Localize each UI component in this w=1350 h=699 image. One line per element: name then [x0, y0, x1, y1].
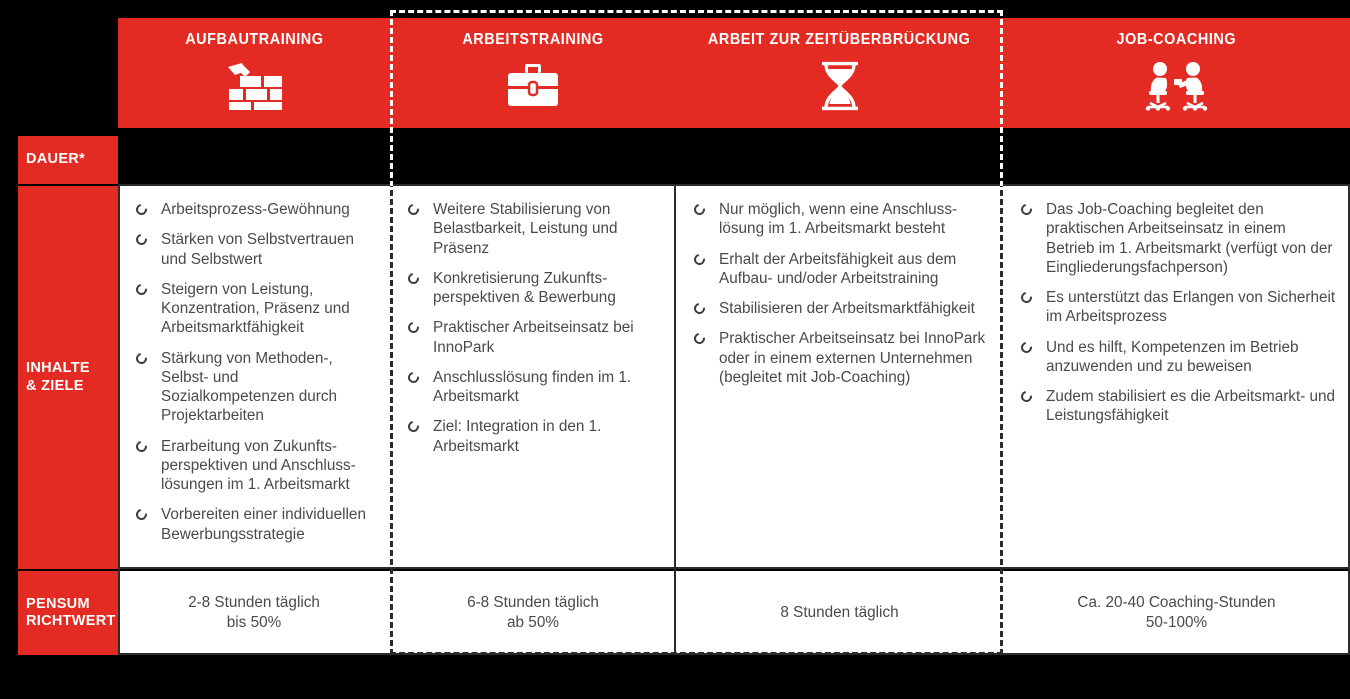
bullet-text: Und es hilft, Kompetenzen im Betrieb anzuwenden und zu beweisen: [1046, 338, 1299, 375]
bullet-item: [688, 299, 989, 318]
row-label-text: INHALTE & ZIELE: [26, 360, 90, 394]
dauer-cell-zeitueberbrueckung: [676, 136, 1003, 184]
bullet-text: Stärken von Selbstvertrauen und Selbstwert: [161, 231, 355, 268]
divider-col2-col3: [674, 186, 676, 655]
bullet-text: Stabilisieren der Arbeitsmarktfähigkeit: [719, 300, 975, 318]
dauer-cell-job-coaching: [1003, 136, 1350, 184]
bullet-list: [118, 186, 390, 554]
circle-bullet-icon: [1019, 339, 1034, 354]
pensum-cell-aufbautraining: [118, 571, 390, 655]
bullet-list: [1003, 186, 1350, 436]
bullet-item: [402, 269, 662, 308]
circle-bullet-icon: [134, 507, 149, 522]
bullet-item: [130, 505, 376, 544]
row-label-pensum-richtwert: [18, 571, 118, 655]
column-header-zeitueberbrueckung[interactable]: [676, 18, 1003, 128]
circle-bullet-icon: [406, 271, 421, 286]
divider-inhalte-pensum: [118, 567, 1350, 569]
bullet-item: [688, 200, 989, 239]
bullet-text: Steigern von Leistung, Konzentration, Präsenz und Arbeitsmarktfähigkeit: [161, 280, 350, 337]
circle-bullet-icon: [134, 438, 149, 453]
bullet-list: [676, 186, 1003, 397]
bullet-text: Erhalt der Arbeitsfähigkeit aus dem Aufbau- und/oder Arbeitstraining: [719, 250, 957, 287]
pensum-cell-job-coaching: [1003, 571, 1350, 655]
circle-bullet-icon: [692, 301, 707, 316]
bullet-item: [130, 349, 376, 426]
circle-bullet-icon: [692, 251, 707, 266]
pensum-value: 6-8 Stunden täglich ab 50%: [467, 593, 599, 631]
bullet-text: Nur möglich, wenn eine Anschlusslösung im 1. Arbeitsmarkt besteht: [719, 201, 958, 238]
pensum-cell-arbeitstraining: [390, 571, 676, 655]
circle-bullet-icon: [406, 320, 421, 335]
pensum-value: 8 Stunden täglich: [780, 603, 899, 621]
circle-bullet-icon: [1019, 202, 1034, 217]
bullet-item: [402, 417, 662, 456]
inhalte-cell-arbeitstraining: [390, 186, 676, 569]
column-title: AUFBAUTRAINING: [184, 31, 324, 48]
circle-bullet-icon: [406, 370, 421, 385]
circle-bullet-icon: [134, 282, 149, 297]
inhalte-cell-job-coaching: [1003, 186, 1350, 569]
circle-bullet-icon: [1019, 290, 1034, 305]
row-label-inhalte-ziele: [18, 186, 118, 569]
row-label-dauer: [18, 136, 118, 184]
two-people-coaching-icon: [1140, 62, 1214, 110]
briefcase-icon: [507, 62, 559, 110]
circle-bullet-icon: [134, 232, 149, 247]
divider-bottom-edge: [118, 653, 1350, 655]
column-header-arbeitstraining[interactable]: [390, 18, 676, 128]
bullet-text: Vorbereiten einer individuellen Bewerbungsstrategie: [161, 506, 366, 543]
circle-bullet-icon: [692, 331, 707, 346]
bullet-text: Anschlusslösung finden im 1. Arbeitsmarkt: [433, 368, 632, 406]
bullet-text: Praktischer Arbeitseinsatz bei InnoPark oder in einem externen Unternehmen (begleitet mit Job-Coaching): [719, 330, 986, 386]
bullet-text: Das Job-Coaching begleitet den praktischen Arbeitseinsatz in einem Betrieb im 1. Arbeitsmarkt (verfügt von der Eingliederungsfachperson): [1046, 201, 1333, 276]
row-label-text: DAUER*: [26, 151, 85, 168]
circle-bullet-icon: [406, 419, 421, 434]
circle-bullet-icon: [1019, 389, 1034, 404]
bullet-text: Es unterstützt das Erlangen von Sicherheit im Arbeitsprozess: [1046, 289, 1336, 326]
bullet-text: Konkretisierung Zukunftsperspektiven & Bewerbung: [433, 269, 616, 307]
circle-bullet-icon: [134, 202, 149, 217]
bullet-item: [688, 329, 989, 387]
bullet-item: [130, 437, 376, 495]
bullet-text: Zudem stabilisiert es die Arbeitsmarkt- und Leistungsfähigkeit: [1046, 388, 1336, 425]
divider-top-of-body: [118, 184, 1350, 186]
bullet-list: [390, 186, 676, 466]
hourglass-icon: [816, 62, 864, 110]
column-header-aufbautraining[interactable]: [118, 18, 390, 128]
bullet-text: Arbeitsprozess-Gewöhnung: [161, 201, 350, 218]
pensum-value: Ca. 20-40 Coaching-Stunden 50-100%: [1077, 593, 1276, 631]
bullet-item: [1015, 288, 1336, 327]
inhalte-cell-zeitueberbrueckung: [676, 186, 1003, 569]
circle-bullet-icon: [406, 202, 421, 217]
circle-bullet-icon: [134, 350, 149, 365]
column-title: JOB-COACHING: [1116, 31, 1237, 48]
bullet-text: Praktischer Arbeitseinsatz bei InnoPark: [433, 319, 634, 356]
bullet-item: [688, 250, 989, 289]
dauer-cell-aufbautraining: [118, 136, 390, 184]
bullet-item: [402, 318, 662, 357]
column-title: ARBEITSTRAINING: [462, 31, 604, 48]
bullet-item: [1015, 200, 1336, 277]
dauer-cell-arbeitstraining: [390, 136, 676, 184]
bullet-text: Stärkung von Methoden-, Selbst- und Sozialkompetenzen durch Projektarbeiten: [161, 349, 338, 425]
divider-left-edge: [118, 186, 120, 655]
column-header-job-coaching[interactable]: [1003, 18, 1350, 128]
bullet-item: [402, 368, 662, 407]
bricklaying-trowel-icon: [226, 62, 282, 110]
bullet-item: [402, 200, 662, 258]
pensum-cell-zeitueberbrueckung: [676, 571, 1003, 655]
bullet-item: [130, 230, 376, 269]
column-title: ARBEIT ZUR ZEITÜBERBRÜCKUNG: [708, 31, 971, 48]
bullet-text: Weitere Stabilisierung von Belastbarkeit, Leistung und Präsenz: [433, 201, 618, 257]
bullet-item: [1015, 387, 1336, 426]
inhalte-cell-aufbautraining: [118, 186, 390, 569]
bullet-item: [130, 200, 376, 219]
bullet-item: [1015, 338, 1336, 377]
pensum-value: 2-8 Stunden täglich bis 50%: [188, 593, 320, 631]
bullet-text: Erarbeitung von Zukunftsperspektiven und Anschlusslösungen im 1. Arbeitsmarkt: [161, 437, 356, 494]
row-label-text: PENSUM RICHTWERT: [26, 595, 116, 629]
bullet-item: [130, 280, 376, 338]
circle-bullet-icon: [692, 202, 707, 217]
bullet-text: Ziel: Integration in den 1. Arbeitsmarkt: [433, 418, 602, 455]
